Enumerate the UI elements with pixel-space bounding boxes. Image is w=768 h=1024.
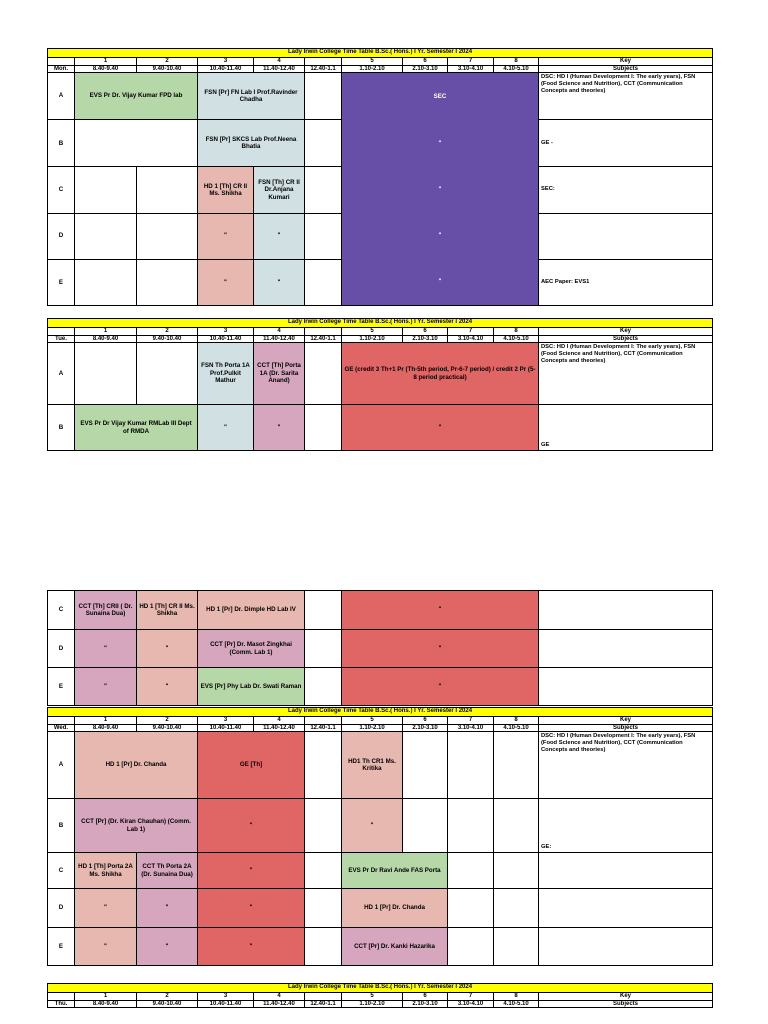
ditto-mark: " <box>198 799 305 853</box>
ditto-mark: " <box>198 259 254 305</box>
monday-timetable <box>47 48 713 306</box>
class-cell: HD 1 [Pr] Dr. Chanda <box>75 732 198 799</box>
period-2: 2 <box>137 328 198 336</box>
key-header: Key <box>539 993 713 1001</box>
thursday-timetable <box>47 983 713 1008</box>
group-label: B <box>48 799 75 853</box>
class-cell: HD 1 [Th] Porta 2A Ms. Shikha <box>75 853 137 889</box>
ditto-mark: " <box>342 591 539 630</box>
day-label: Wed. <box>48 724 75 732</box>
key-ge: GE - <box>539 120 713 167</box>
group-label: E <box>48 259 75 305</box>
time-1: 8.40-9.40 <box>75 1000 137 1008</box>
period-2: 2 <box>137 58 198 66</box>
period-3: 3 <box>198 58 254 66</box>
time-lunch: 12.40-1.1 <box>305 1000 342 1008</box>
time-3: 10.40-11.40 <box>198 335 254 343</box>
time-7: 3.10-4.10 <box>448 724 494 732</box>
ditto-mark: " <box>75 630 137 668</box>
ditto-mark: " <box>198 853 305 889</box>
ditto-mark: " <box>198 405 254 451</box>
wednesday-timetable <box>47 707 713 966</box>
period-lunch <box>305 993 342 1001</box>
class-cell: GE [Th] <box>198 732 305 799</box>
time-3: 10.40-11.40 <box>198 724 254 732</box>
period-6: 6 <box>403 993 448 1001</box>
class-cell: HD 1 [Pr] Dr. Chanda <box>342 889 448 928</box>
key-description: DSC: HD I (Human Development I: The early years), FSN (Food Science and Nutrition), CCT (Communication Concepts and theories) <box>539 732 713 799</box>
time-5: 1.10-2.10 <box>342 335 403 343</box>
ditto-mark: " <box>342 405 539 451</box>
ditto-mark: " <box>254 405 305 451</box>
period-4: 4 <box>254 717 305 725</box>
period-1: 1 <box>75 328 137 336</box>
ditto-mark: " <box>75 928 137 966</box>
period-7: 7 <box>448 58 494 66</box>
time-2: 9.40-10.40 <box>137 335 198 343</box>
key-header: Key <box>539 328 713 336</box>
time-6: 2.10-3.10 <box>403 724 448 732</box>
class-cell: CCT [Th] Porta 1A (Dr. Sarita Anand) <box>254 343 305 405</box>
ditto-mark: " <box>137 889 198 928</box>
class-cell: EVS Pr Dr Vijay Kumar RMLab III Dept of RMDA <box>75 405 198 451</box>
time-6: 2.10-3.10 <box>403 1000 448 1008</box>
time-4: 11.40-12.40 <box>254 1000 305 1008</box>
group-label: A <box>48 732 75 799</box>
ditto-mark: " <box>137 668 198 706</box>
ditto-mark: " <box>254 259 305 305</box>
period-5: 5 <box>342 717 403 725</box>
class-cell: FSN [Th] CR II Dr.Anjana Kumari <box>254 167 305 213</box>
period-3: 3 <box>198 717 254 725</box>
key-ge: GE <box>539 405 713 451</box>
group-label: B <box>48 405 75 451</box>
group-label: E <box>48 928 75 966</box>
timetable-title: Lady Irwin College Time Table B.Sc.( Hons.) I Yr. Semester I 2024 <box>48 708 713 717</box>
class-cell: FSN Th Porta 1A Prof.Pulkit Mathur <box>198 343 254 405</box>
ditto-mark: " <box>438 139 442 147</box>
class-cell: HD 1 [Th] CR II Ms. Shikha <box>137 591 198 630</box>
sec-label: SEC <box>433 92 447 100</box>
class-cell: GE (credit 3 Th+1 Pr (Th-5th period, Pr-6-7 period) / credit 2 Pr (5-8 period practical) <box>342 343 539 405</box>
period-7: 7 <box>448 328 494 336</box>
day-label: Tue. <box>48 335 75 343</box>
period-8: 8 <box>494 328 539 336</box>
time-8: 4.10-5.10 <box>494 65 539 73</box>
ditto-mark: " <box>342 799 403 853</box>
period-8: 8 <box>494 58 539 66</box>
class-cell: CCT [Th] CRII ( Dr. Sunaina Dua) <box>75 591 137 630</box>
group-label: E <box>48 668 75 706</box>
ditto-mark: " <box>75 668 137 706</box>
subjects-header: Subjects <box>539 335 713 343</box>
period-1: 1 <box>75 717 137 725</box>
period-3: 3 <box>198 328 254 336</box>
time-1: 8.40-9.40 <box>75 335 137 343</box>
class-cell: CCT [Pr] (Dr. Kiran Chauhan) (Comm. Lab 1) <box>75 799 198 853</box>
time-3: 10.40-11.40 <box>198 1000 254 1008</box>
sec-block <box>342 73 539 306</box>
period-7: 7 <box>448 993 494 1001</box>
time-8: 4.10-5.10 <box>494 724 539 732</box>
time-lunch: 12.40-1.1 <box>305 724 342 732</box>
period-3: 3 <box>198 993 254 1001</box>
class-cell: FSN [Pr] FN Lab I Prof.Ravinder Chadha <box>198 73 305 120</box>
period-6: 6 <box>403 58 448 66</box>
day-label: Thu. <box>48 1000 75 1008</box>
tuesday-continued-timetable <box>47 590 713 706</box>
class-cell: EVS Pr Dr. Vijay Kumar FPD lab <box>75 73 198 120</box>
class-cell: FSN [Pr] SKCS Lab Prof.Neena Bhatia <box>198 120 305 167</box>
time-1: 8.40-9.40 <box>75 65 137 73</box>
ditto-mark: " <box>342 630 539 668</box>
key-description: DSC: HD I (Human Development I: The early years), FSN (Food Science and Nutrition), CCT (Communication Concepts and theories) <box>539 343 713 405</box>
period-5: 5 <box>342 993 403 1001</box>
class-cell: CCT [Pr] Dr. Kanki Hazarika <box>342 928 448 966</box>
ditto-mark: " <box>438 278 442 286</box>
time-2: 9.40-10.40 <box>137 65 198 73</box>
period-7: 7 <box>448 717 494 725</box>
time-4: 11.40-12.40 <box>254 65 305 73</box>
group-label: D <box>48 889 75 928</box>
period-4: 4 <box>254 993 305 1001</box>
key-header: Key <box>539 58 713 66</box>
tuesday-timetable <box>47 318 713 451</box>
time-3: 10.40-11.40 <box>198 65 254 73</box>
subjects-header: Subjects <box>539 724 713 732</box>
group-label: C <box>48 167 75 213</box>
class-cell: HD1 Th CR1 Ms. Kritika <box>342 732 403 799</box>
time-5: 1.10-2.10 <box>342 65 403 73</box>
ditto-mark: " <box>198 889 305 928</box>
time-5: 1.10-2.10 <box>342 724 403 732</box>
time-7: 3.10-4.10 <box>448 65 494 73</box>
time-4: 11.40-12.40 <box>254 724 305 732</box>
key-header: Key <box>539 717 713 725</box>
ditto-mark: " <box>438 232 442 240</box>
group-label: C <box>48 853 75 889</box>
group-label: A <box>48 343 75 405</box>
class-cell: CCT Th Porta 2A (Dr. Sunaina Dua) <box>137 853 198 889</box>
class-cell: EVS [Pr] Phy Lab Dr. Swati Raman <box>198 668 305 706</box>
period-2: 2 <box>137 717 198 725</box>
timetable-title: Lady Irwin College Time Table B.Sc.( Hons.) I Yr. Semester I 2024 <box>48 319 713 328</box>
class-cell: CCT [Pr] Dr. Masot Zingkhai (Comm. Lab 1) <box>198 630 305 668</box>
ditto-mark: " <box>137 630 198 668</box>
period-4: 4 <box>254 58 305 66</box>
time-5: 1.10-2.10 <box>342 1000 403 1008</box>
period-8: 8 <box>494 993 539 1001</box>
time-8: 4.10-5.10 <box>494 335 539 343</box>
timetable-title: Lady Irwin College Time Table B.Sc.( Hons.) I Yr. Semester I 2024 <box>48 984 713 993</box>
key-description: DSC: HD I (Human Development I: The early years), FSN (Food Science and Nutrition), CCT (Communication Concepts and theories) <box>539 73 713 120</box>
time-8: 4.10-5.10 <box>494 1000 539 1008</box>
time-2: 9.40-10.40 <box>137 1000 198 1008</box>
group-label: C <box>48 591 75 630</box>
time-6: 2.10-3.10 <box>403 65 448 73</box>
subjects-header: Subjects <box>539 65 713 73</box>
period-4: 4 <box>254 328 305 336</box>
time-4: 11.40-12.40 <box>254 335 305 343</box>
group-label: D <box>48 213 75 259</box>
group-label: D <box>48 630 75 668</box>
ditto-mark: " <box>137 928 198 966</box>
key-ge: GE: <box>539 799 713 853</box>
time-7: 3.10-4.10 <box>448 335 494 343</box>
subjects-header: Subjects <box>539 1000 713 1008</box>
time-lunch: 12.40-1.1 <box>305 65 342 73</box>
period-2: 2 <box>137 993 198 1001</box>
period-1: 1 <box>75 993 137 1001</box>
time-7: 3.10-4.10 <box>448 1000 494 1008</box>
period-6: 6 <box>403 328 448 336</box>
ditto-mark: " <box>75 889 137 928</box>
period-5: 5 <box>342 328 403 336</box>
ditto-mark: " <box>198 928 305 966</box>
period-5: 5 <box>342 58 403 66</box>
time-6: 2.10-3.10 <box>403 335 448 343</box>
day-label: Mon. <box>48 65 75 73</box>
key-aec: AEC Paper: EVS1 <box>539 259 713 305</box>
key-sec: SEC: <box>539 167 713 213</box>
ditto-mark: " <box>342 668 539 706</box>
ditto-mark: " <box>198 213 254 259</box>
ditto-mark: " <box>438 186 442 194</box>
period-6: 6 <box>403 717 448 725</box>
time-lunch: 12.40-1.1 <box>305 335 342 343</box>
time-2: 9.40-10.40 <box>137 724 198 732</box>
period-lunch <box>305 328 342 336</box>
group-label: A <box>48 73 75 120</box>
timetable-title: Lady Irwin College Time Table B.Sc.( Hons.) I Yr. Semester I 2024 <box>48 49 713 58</box>
ditto-mark: " <box>254 213 305 259</box>
period-lunch <box>305 58 342 66</box>
period-lunch <box>305 717 342 725</box>
period-1: 1 <box>75 58 137 66</box>
class-cell: EVS Pr Dr Ravi Ande FAS Porta <box>342 853 448 889</box>
time-1: 8.40-9.40 <box>75 724 137 732</box>
class-cell: HD 1 [Th] CR II Ms. Shikha <box>198 167 254 213</box>
group-label: B <box>48 120 75 167</box>
class-cell: HD 1 [Pr] Dr. Dimple HD Lab IV <box>198 591 305 630</box>
period-8: 8 <box>494 717 539 725</box>
